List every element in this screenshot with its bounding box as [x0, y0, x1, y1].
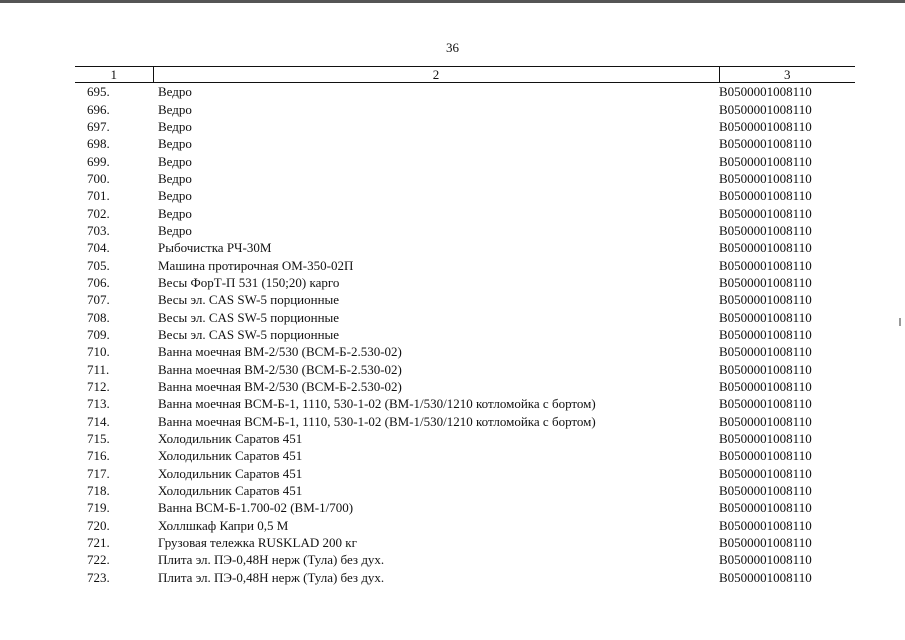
table-body	[75, 83, 855, 586]
table-row	[75, 152, 855, 169]
header-col-3: 3	[719, 67, 855, 83]
item-name: Весы эл. CAS SW-5 порционные	[158, 326, 340, 342]
item-name: Ванна моечная ВСМ-Б-1, 1110, 530-1-02 (ВМ-1/530/1210 котломойка с бортом)	[158, 413, 596, 429]
table-row	[75, 551, 855, 568]
item-name: Ведро	[158, 136, 192, 152]
item-code: B0500001008110	[719, 569, 812, 585]
item-code: B0500001008110	[719, 292, 812, 308]
table-row	[75, 274, 855, 291]
row-number: 723.	[87, 569, 110, 585]
item-code: B0500001008110	[719, 413, 812, 429]
item-code: B0500001008110	[719, 379, 812, 395]
item-code: B0500001008110	[719, 361, 812, 377]
item-name: Грузовая тележка RUSKLAD 200 кг	[158, 535, 357, 551]
table-row	[75, 204, 855, 221]
item-name: Ведро	[158, 170, 192, 186]
row-number: 717.	[87, 465, 110, 481]
table-row	[75, 308, 855, 325]
table-row	[75, 326, 855, 343]
table-row	[75, 343, 855, 360]
table-row	[75, 482, 855, 499]
item-name: Весы эл. CAS SW-5 порционные	[158, 309, 340, 325]
item-name: Ведро	[158, 222, 192, 238]
item-code: B0500001008110	[719, 118, 812, 134]
table-row	[75, 534, 855, 551]
header-col-2: 2	[153, 67, 719, 83]
row-number: 696.	[87, 101, 110, 117]
row-number: 713.	[87, 396, 110, 412]
row-number: 697.	[87, 118, 110, 134]
table-row	[75, 239, 855, 256]
row-number: 708.	[87, 309, 110, 325]
item-code: B0500001008110	[719, 517, 812, 533]
item-name: Холодильник Саратов 451	[158, 448, 303, 464]
item-name: Весы ФорТ-П 531 (150;20) карго	[158, 274, 340, 290]
item-code: B0500001008110	[719, 153, 812, 169]
item-name: Ванна ВСМ-Б-1.700-02 (ВМ-1/700)	[158, 500, 354, 516]
table-header-row	[75, 67, 855, 83]
item-name: Ведро	[158, 84, 192, 100]
item-code: B0500001008110	[719, 84, 812, 100]
item-code: B0500001008110	[719, 136, 812, 152]
item-name: Ванна моечная ВМ-2/530 (ВСМ-Б-2.530-02)	[158, 361, 402, 377]
table-row	[75, 291, 855, 308]
item-name: Ванна моечная ВСМ-Б-1, 1110, 530-1-02 (ВМ-1/530/1210 котломойка с бортом)	[158, 396, 596, 412]
item-code: B0500001008110	[719, 396, 812, 412]
item-code: B0500001008110	[719, 309, 812, 325]
item-name: Ведро	[158, 205, 192, 221]
item-code: B0500001008110	[719, 326, 812, 342]
item-name: Ванна моечная ВМ-2/530 (ВСМ-Б-2.530-02)	[158, 379, 402, 395]
item-name: Ведро	[158, 118, 192, 134]
item-name: Ведро	[158, 188, 192, 204]
item-code: B0500001008110	[719, 431, 812, 447]
row-number: 698.	[87, 136, 110, 152]
item-name: Ведро	[158, 153, 192, 169]
item-code: B0500001008110	[719, 222, 812, 238]
table-row	[75, 447, 855, 464]
table-row	[75, 395, 855, 412]
row-number: 699.	[87, 153, 110, 169]
inventory-table	[75, 66, 855, 586]
page-number: 36	[446, 40, 459, 55]
table-row	[75, 187, 855, 204]
row-number: 707.	[87, 292, 110, 308]
item-code: B0500001008110	[719, 170, 812, 186]
row-number: 704.	[87, 240, 110, 256]
table-row	[75, 569, 855, 586]
table-row	[75, 222, 855, 239]
row-number: 721.	[87, 535, 110, 551]
header-col-1: 1	[75, 67, 153, 83]
table-row	[75, 83, 855, 101]
item-code: B0500001008110	[719, 344, 812, 360]
item-name: Ванна моечная ВМ-2/530 (ВСМ-Б-2.530-02)	[158, 344, 402, 360]
row-number: 719.	[87, 500, 110, 516]
scan-top-edge	[0, 0, 905, 3]
item-code: B0500001008110	[719, 535, 812, 551]
table-row	[75, 100, 855, 117]
item-code: B0500001008110	[719, 101, 812, 117]
item-name: Весы эл. CAS SW-5 порционные	[158, 292, 340, 308]
row-number: 709.	[87, 326, 110, 342]
item-code: B0500001008110	[719, 188, 812, 204]
item-code: B0500001008110	[719, 483, 812, 499]
table-row	[75, 256, 855, 273]
row-number: 703.	[87, 222, 110, 238]
table-row	[75, 170, 855, 187]
row-number: 705.	[87, 257, 110, 273]
table-row	[75, 413, 855, 430]
row-number: 711.	[87, 361, 110, 377]
item-code: B0500001008110	[719, 274, 812, 290]
table-row	[75, 517, 855, 534]
row-number: 710.	[87, 344, 110, 360]
row-number: 718.	[87, 483, 110, 499]
item-name: Холодильник Саратов 451	[158, 431, 303, 447]
row-number: 720.	[87, 517, 110, 533]
row-number: 700.	[87, 170, 110, 186]
row-number: 702.	[87, 205, 110, 221]
item-code: B0500001008110	[719, 205, 812, 221]
scan-artifact-mark	[899, 318, 901, 326]
item-name: Плита эл. ПЭ-0,48Н нерж (Тула) без дух.	[158, 552, 385, 568]
item-code: B0500001008110	[719, 500, 812, 516]
row-number: 722.	[87, 552, 110, 568]
table-row	[75, 361, 855, 378]
item-name: Машина протирочная ОМ-350-02П	[158, 257, 354, 273]
item-name: Холодильник Саратов 451	[158, 483, 303, 499]
item-code: B0500001008110	[719, 240, 812, 256]
row-number: 712.	[87, 379, 110, 395]
row-number: 695.	[87, 84, 110, 100]
item-code: B0500001008110	[719, 465, 812, 481]
row-number: 715.	[87, 431, 110, 447]
item-code: B0500001008110	[719, 257, 812, 273]
table-row	[75, 378, 855, 395]
item-code: B0500001008110	[719, 448, 812, 464]
table-row	[75, 135, 855, 152]
table-row	[75, 465, 855, 482]
item-name: Рыбочистка РЧ-30М	[158, 240, 272, 256]
item-name: Плита эл. ПЭ-0,48Н нерж (Тула) без дух.	[158, 569, 385, 585]
item-name: Ведро	[158, 101, 192, 117]
row-number: 701.	[87, 188, 110, 204]
table-row	[75, 118, 855, 135]
item-name: Холодильник Саратов 451	[158, 465, 303, 481]
row-number: 714.	[87, 413, 110, 429]
row-number: 716.	[87, 448, 110, 464]
table-row	[75, 499, 855, 516]
row-number: 706.	[87, 274, 110, 290]
item-code: B0500001008110	[719, 552, 812, 568]
item-name: Холлшкаф Капри 0,5 М	[158, 517, 289, 533]
table-row	[75, 430, 855, 447]
